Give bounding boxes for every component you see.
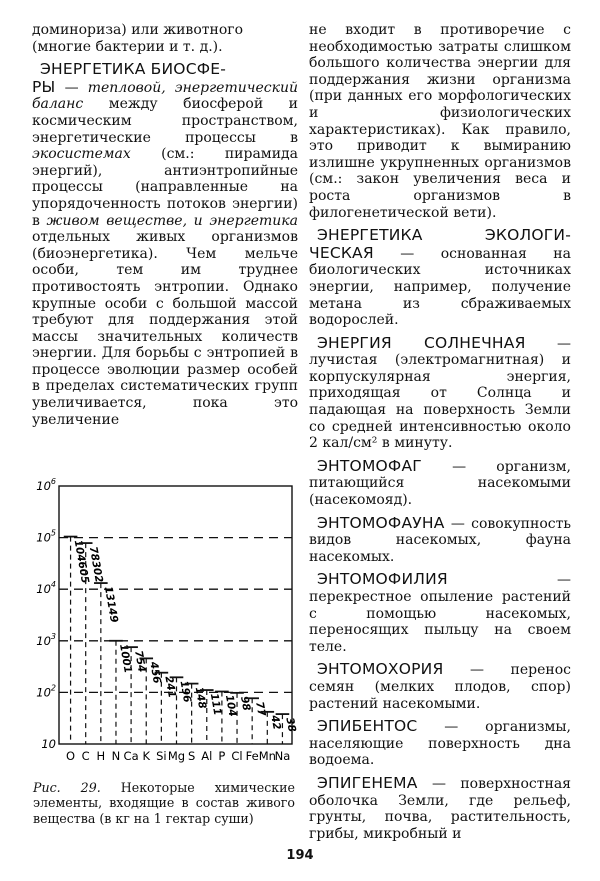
data-label: 456 <box>147 660 163 685</box>
x-tick-label: C <box>81 749 90 763</box>
entry-heading: ЭПИБЕНТОС <box>317 717 418 736</box>
x-tick-label: O <box>66 749 76 763</box>
data-label: 241 <box>162 675 179 699</box>
y-tick-label: 10 <box>41 737 56 751</box>
entry-entomofilia <box>309 571 571 655</box>
chemical-elements-chart <box>26 476 298 770</box>
entry-heading: ЭПИГЕНЕМА <box>317 773 418 792</box>
entry-entomofauna <box>309 515 571 566</box>
x-tick-label: Mg <box>167 749 186 763</box>
left-column <box>32 22 298 428</box>
data-label: 104 <box>222 693 239 718</box>
entry-heading: ЭНЕРГИЯ СОЛНЕЧНАЯ <box>317 333 526 352</box>
entry-text: — основанная на биологических источниках энергии, например, получение метана из сбраживаемых водорослей. <box>309 245 571 329</box>
entry-entomohoria <box>309 661 571 712</box>
entry-entomofag <box>309 458 571 509</box>
text-line: доминориза) или животного <box>32 22 244 38</box>
data-label: 1001 <box>117 643 134 675</box>
entry-heading: ЭНТОМОФАУНА <box>317 513 445 532</box>
x-tick-label: Al <box>201 749 213 763</box>
x-tick-label: Fe <box>245 749 259 763</box>
x-tick-label: N <box>111 749 121 763</box>
entry-heading: ЭНТОМОФИЛИЯ <box>317 570 448 589</box>
x-tick-label: Cl <box>231 749 243 763</box>
entry-heading: РЫ <box>32 77 56 96</box>
entry-energetika-ekologicheskaya <box>309 227 571 329</box>
right-column <box>309 22 571 842</box>
x-tick-label: H <box>96 749 106 763</box>
data-label: 38 <box>283 716 298 734</box>
y-tick-label: $10^2$ <box>36 683 56 700</box>
x-tick-label: Na <box>274 749 291 763</box>
data-label: 78302 <box>86 545 105 584</box>
data-label: 196 <box>177 679 194 704</box>
entry-text: не входит в противоречие с необходимостью затраты слишком большого количества энергии для поддержания жизни организма <box>309 22 571 88</box>
italic-term: тепловой, энергетический баланс <box>32 79 298 113</box>
entry-epibentos <box>309 718 571 769</box>
entry-heading: ЭНЕРГЕТИКА БИОСФЕ- <box>40 60 227 79</box>
x-tick-label: Si <box>156 749 167 763</box>
entry-text: между биосферой и космическим пространством, энергетические процессы в <box>32 96 298 146</box>
y-tick-label: $10^6$ <box>36 477 56 493</box>
data-label: 104605 <box>71 539 92 585</box>
y-tick-label: $10^4$ <box>36 580 56 597</box>
entry-text: (при данных его морфологических и физиологических характеристиках). Как правило, это приводит к вымиранию излишне укрупненных организмов (см.: закон увеличения веса и роста организмов в филогенетической вети). <box>309 88 571 221</box>
entry-text: — организм, питающийся насекомыми (насекомояд). <box>309 458 571 509</box>
entry-heading: ЭНТОМОХОРИЯ <box>317 660 444 679</box>
entry-heading: ЭНТОМОФАГ <box>317 456 422 475</box>
data-label: 148 <box>192 686 209 710</box>
y-tick-label: $10^5$ <box>36 528 56 545</box>
entry-epigenema <box>309 775 571 842</box>
dash: — <box>55 79 88 96</box>
x-tick-label: Mn <box>258 749 276 763</box>
entry-heading: ЭНЕРГЕТИКА ЭКОЛОГИ- ЧЕСКАЯ <box>309 226 571 262</box>
y-tick-label: $10^3$ <box>36 631 56 648</box>
entry-text: отдельных живых организмов (биоэнергетика). Чем мельче особи, тем им труднее противостоять энтропии. Однако крупные особи с большой массой требуют для поддержания этой массы значительных количеств энергии. Для борьбы с энтропией в процессе эволюции размер особей в пределах систематических групп увеличивается, пока это увеличение <box>32 229 298 428</box>
figure-caption <box>33 780 295 826</box>
x-tick-label: K <box>142 749 151 763</box>
page-number: 194 <box>286 848 314 863</box>
entry-text: — перенос семян (мелких плодов, спор) растений насекомыми. <box>309 662 571 712</box>
data-label: 98 <box>238 695 253 712</box>
x-tick-label: P <box>218 749 226 763</box>
entry-text: — организмы, населяющие поверхность дна водоема. <box>309 719 571 769</box>
data-label: 13149 <box>101 585 121 624</box>
caption-label: Рис. 29. <box>33 780 101 795</box>
italic-term: экосистемах <box>32 146 131 163</box>
entry-text: — совокупность видов насекомых, фауна насекомых. <box>309 515 571 565</box>
entry-text: — поверхностная оболочка Земли, где рельеф, грунты, почва, растительность, грибы, микробный и <box>309 775 571 842</box>
entry-energiya-solnechnaya <box>309 335 571 452</box>
data-label: 77 <box>253 700 268 718</box>
x-tick-label: S <box>187 749 196 763</box>
entry-text: (см.: пирамида энергий), антиэнтропийные процессы (направленные на упорядоченность потоков энергии) в <box>32 146 298 229</box>
entry-text: — перекрестное опыление растений с помощью насекомых, переносящих пыльцу на своем теле. <box>309 572 571 655</box>
entry-energetika-biosfery <box>32 61 298 428</box>
data-label: 111 <box>207 692 224 717</box>
caption-text: Некоторые химические элементы, входящие в состав живого вещества (в кг на 1 гектар суши) <box>33 780 295 826</box>
text-line: (многие бактерии и т. д.). <box>32 38 223 55</box>
paragraph <box>309 22 571 221</box>
data-label: 42 <box>268 714 283 731</box>
entry-text: — лучистая (электромагнитная) и корпускулярная энергия, приходящая от Солнца и падающая на поверхность Земли со средней интенсивностью около 2 кал/см² в минуту. <box>309 335 571 452</box>
x-tick-label: Ca <box>123 749 139 763</box>
italic-term: живом веществе, и энергетика <box>46 212 298 229</box>
data-label: 754 <box>132 649 148 674</box>
